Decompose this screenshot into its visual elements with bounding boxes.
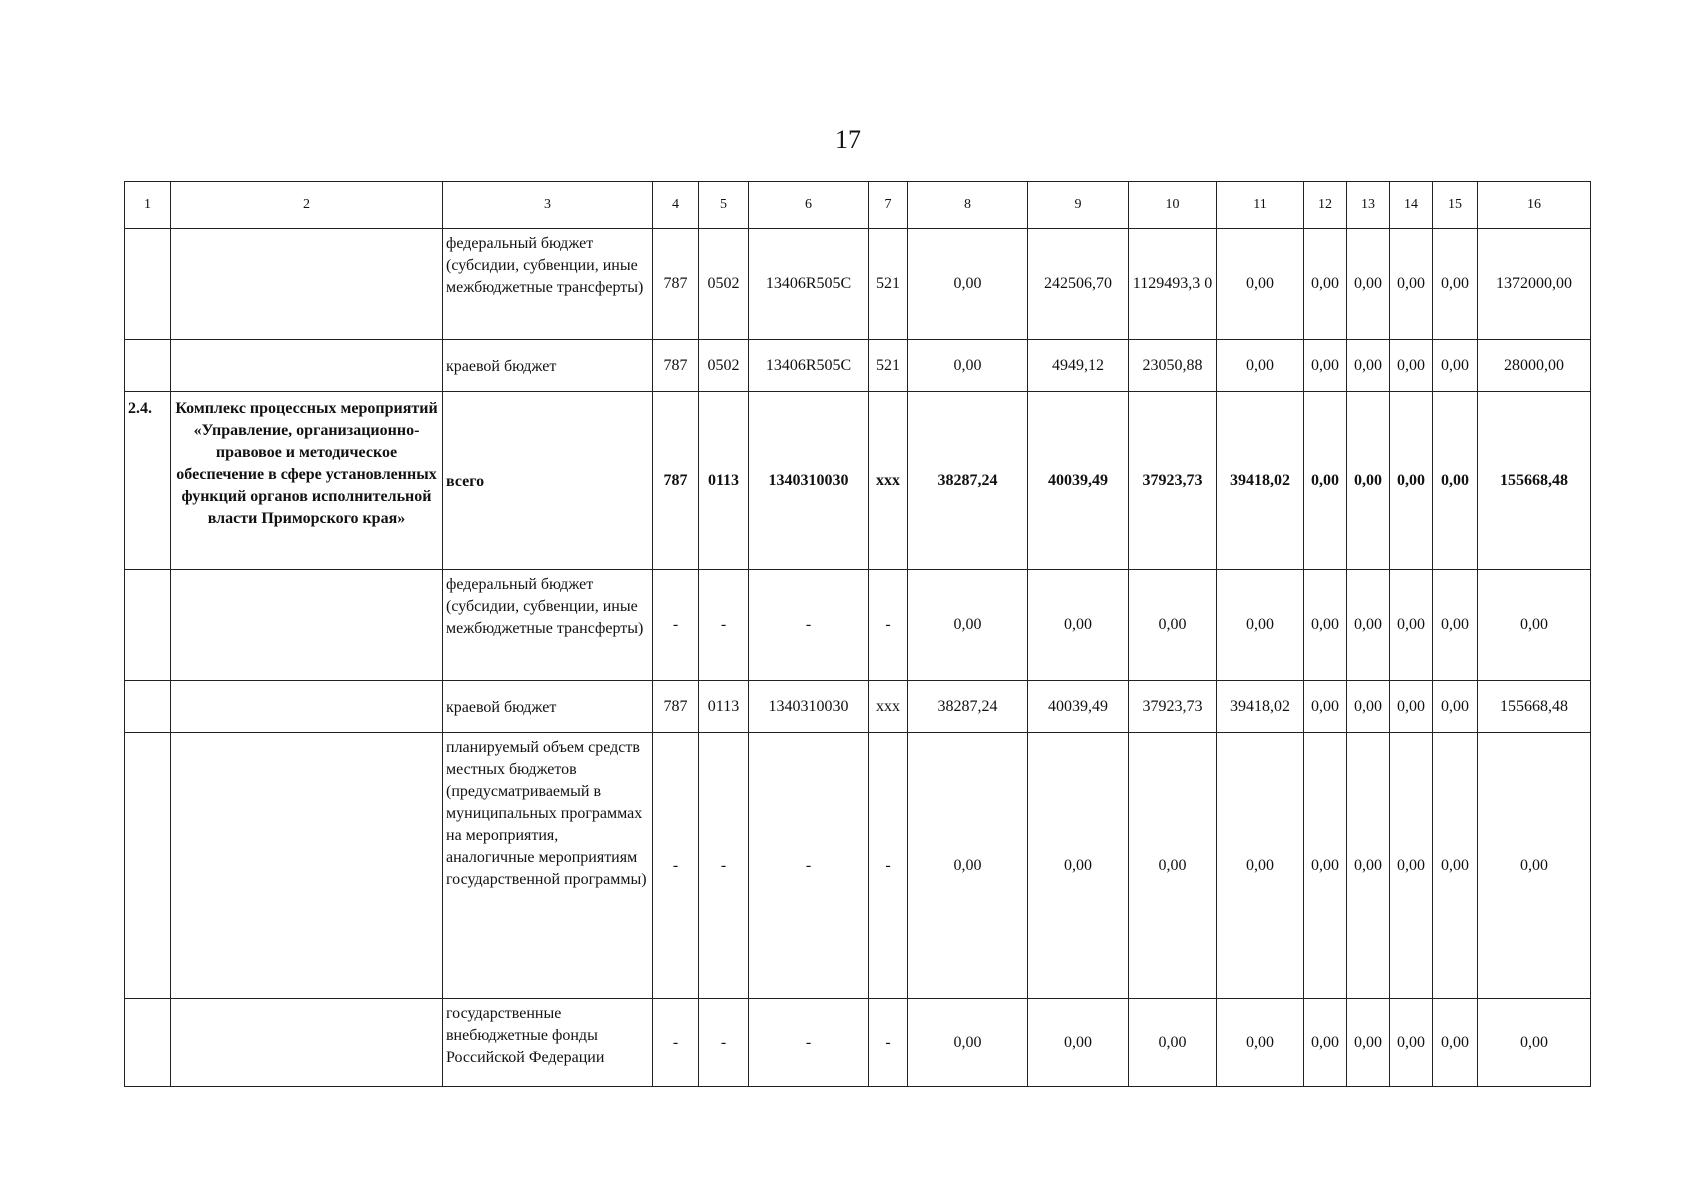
- cell-col16: 155668,48: [1478, 681, 1591, 733]
- header-cell: 2: [171, 182, 443, 229]
- row-name: [171, 570, 443, 681]
- table-row: [125, 681, 1591, 733]
- cell-col16: 0,00: [1478, 570, 1591, 681]
- cell-col11: 39418,02: [1217, 681, 1304, 733]
- cell-col12: 0,00: [1304, 681, 1347, 733]
- header-cell: 14: [1390, 182, 1433, 229]
- cell-col4: 787: [653, 392, 699, 570]
- cell-col6: 13406R505C: [749, 340, 869, 392]
- cell-col14: 0,00: [1390, 999, 1433, 1087]
- cell-col15: 0,00: [1433, 733, 1478, 999]
- cell-col6: 1340310030: [749, 681, 869, 733]
- cell-col13: 0,00: [1347, 733, 1390, 999]
- cell-col13: 0,00: [1347, 681, 1390, 733]
- cell-col15: 0,00: [1433, 570, 1478, 681]
- cell-col14: 0,00: [1390, 229, 1433, 340]
- cell-col13: 0,00: [1347, 229, 1390, 340]
- cell-col9: 40039,49: [1028, 392, 1129, 570]
- cell-col14: 0,00: [1390, 392, 1433, 570]
- cell-col5: -: [699, 733, 749, 999]
- cell-col15: 0,00: [1433, 229, 1478, 340]
- table-row: [125, 570, 1591, 681]
- cell-col12: 0,00: [1304, 229, 1347, 340]
- cell-col16: 1372000,00: [1478, 229, 1591, 340]
- row-number: [125, 733, 171, 999]
- header-cell: 4: [653, 182, 699, 229]
- header-cell: 6: [749, 182, 869, 229]
- cell-col10: 37923,73: [1129, 681, 1217, 733]
- cell-col12: 0,00: [1304, 392, 1347, 570]
- cell-col16: 155668,48: [1478, 392, 1591, 570]
- cell-col6: -: [749, 999, 869, 1087]
- header-cell: 7: [869, 182, 908, 229]
- row-number: 2.4.: [125, 392, 171, 570]
- table-row: [125, 999, 1591, 1087]
- header-cell: 10: [1129, 182, 1217, 229]
- row-name: Комплекс процессных мероприятий «Управление, организационно-правовое и методическое обеспечение в сфере установленных функций органов исполнительной власти Приморского края»: [171, 392, 443, 570]
- cell-col13: 0,00: [1347, 392, 1390, 570]
- cell-col7: xxx: [869, 681, 908, 733]
- header-cell: 5: [699, 182, 749, 229]
- header-cell: 9: [1028, 182, 1129, 229]
- cell-col8: 0,00: [908, 340, 1028, 392]
- header-cell: 15: [1433, 182, 1478, 229]
- cell-col11: 39418,02: [1217, 392, 1304, 570]
- funding-source: государственные внебюджетные фонды Российской Федерации: [443, 999, 653, 1087]
- page-number: 17: [835, 125, 861, 154]
- cell-col10: 0,00: [1129, 570, 1217, 681]
- cell-col4: 787: [653, 681, 699, 733]
- cell-col10: 1129493,3 0: [1129, 229, 1217, 340]
- cell-col14: 0,00: [1390, 681, 1433, 733]
- cell-col10: 0,00: [1129, 733, 1217, 999]
- cell-col14: 0,00: [1390, 733, 1433, 999]
- cell-col8: 0,00: [908, 570, 1028, 681]
- cell-col11: 0,00: [1217, 999, 1304, 1087]
- row-number: [125, 999, 171, 1087]
- funding-source: краевой бюджет: [443, 681, 653, 733]
- cell-col9: 0,00: [1028, 999, 1129, 1087]
- cell-col13: 0,00: [1347, 999, 1390, 1087]
- cell-col8: 38287,24: [908, 681, 1028, 733]
- cell-col12: 0,00: [1304, 733, 1347, 999]
- funding-source: краевой бюджет: [443, 340, 653, 392]
- cell-col7: -: [869, 733, 908, 999]
- cell-col5: -: [699, 999, 749, 1087]
- cell-col4: 787: [653, 340, 699, 392]
- row-number: [125, 681, 171, 733]
- cell-col16: 0,00: [1478, 733, 1591, 999]
- cell-col15: 0,00: [1433, 999, 1478, 1087]
- cell-col8: 38287,24: [908, 392, 1028, 570]
- cell-col7: xxx: [869, 392, 908, 570]
- cell-col7: 521: [869, 229, 908, 340]
- budget-table: [124, 181, 1591, 1087]
- cell-col8: 0,00: [908, 229, 1028, 340]
- cell-col5: -: [699, 570, 749, 681]
- row-number: [125, 229, 171, 340]
- funding-source: планируемый объем средств местных бюджетов (предусматриваемый в муниципальных программах на мероприятия, аналогичные мероприятиям государственной программы): [443, 733, 653, 999]
- cell-col15: 0,00: [1433, 392, 1478, 570]
- cell-col14: 0,00: [1390, 340, 1433, 392]
- funding-source: федеральный бюджет (субсидии, субвенции, иные межбюджетные трансферты): [443, 229, 653, 340]
- row-number: [125, 340, 171, 392]
- cell-col13: 0,00: [1347, 340, 1390, 392]
- cell-col10: 37923,73: [1129, 392, 1217, 570]
- funding-source: всего: [443, 392, 653, 570]
- cell-col4: 787: [653, 229, 699, 340]
- cell-col11: 0,00: [1217, 570, 1304, 681]
- cell-col11: 0,00: [1217, 340, 1304, 392]
- cell-col7: -: [869, 570, 908, 681]
- header-cell: 11: [1217, 182, 1304, 229]
- cell-col15: 0,00: [1433, 681, 1478, 733]
- row-name: [171, 999, 443, 1087]
- table-row: [125, 392, 1591, 570]
- cell-col8: 0,00: [908, 733, 1028, 999]
- header-cell: 13: [1347, 182, 1390, 229]
- cell-col6: 13406R505C: [749, 229, 869, 340]
- cell-col16: 0,00: [1478, 999, 1591, 1087]
- cell-col10: 0,00: [1129, 999, 1217, 1087]
- cell-col5: 0502: [699, 229, 749, 340]
- cell-col4: -: [653, 999, 699, 1087]
- cell-col9: 242506,70: [1028, 229, 1129, 340]
- row-name: [171, 733, 443, 999]
- cell-col11: 0,00: [1217, 229, 1304, 340]
- cell-col9: 0,00: [1028, 733, 1129, 999]
- cell-col15: 0,00: [1433, 340, 1478, 392]
- cell-col13: 0,00: [1347, 570, 1390, 681]
- table-row: [125, 340, 1591, 392]
- cell-col12: 0,00: [1304, 340, 1347, 392]
- cell-col10: 23050,88: [1129, 340, 1217, 392]
- funding-source: федеральный бюджет (субсидии, субвенции, иные межбюджетные трансферты): [443, 570, 653, 681]
- cell-col12: 0,00: [1304, 570, 1347, 681]
- cell-col9: 4949,12: [1028, 340, 1129, 392]
- cell-col8: 0,00: [908, 999, 1028, 1087]
- header-cell: 1: [125, 182, 171, 229]
- row-name: [171, 681, 443, 733]
- header-cell: 3: [443, 182, 653, 229]
- table-row: [125, 229, 1591, 340]
- cell-col7: 521: [869, 340, 908, 392]
- cell-col7: -: [869, 999, 908, 1087]
- cell-col6: 1340310030: [749, 392, 869, 570]
- cell-col5: 0113: [699, 681, 749, 733]
- cell-col14: 0,00: [1390, 570, 1433, 681]
- cell-col9: 0,00: [1028, 570, 1129, 681]
- row-name: [171, 340, 443, 392]
- cell-col6: -: [749, 733, 869, 999]
- cell-col12: 0,00: [1304, 999, 1347, 1087]
- row-name: [171, 229, 443, 340]
- cell-col16: 28000,00: [1478, 340, 1591, 392]
- header-cell: 12: [1304, 182, 1347, 229]
- cell-col11: 0,00: [1217, 733, 1304, 999]
- header-row: [125, 182, 1591, 229]
- cell-col6: -: [749, 570, 869, 681]
- cell-col5: 0502: [699, 340, 749, 392]
- cell-col9: 40039,49: [1028, 681, 1129, 733]
- row-number: [125, 570, 171, 681]
- header-cell: 16: [1478, 182, 1591, 229]
- cell-col5: 0113: [699, 392, 749, 570]
- table-row: [125, 733, 1591, 999]
- header-cell: 8: [908, 182, 1028, 229]
- cell-col4: -: [653, 733, 699, 999]
- cell-col4: -: [653, 570, 699, 681]
